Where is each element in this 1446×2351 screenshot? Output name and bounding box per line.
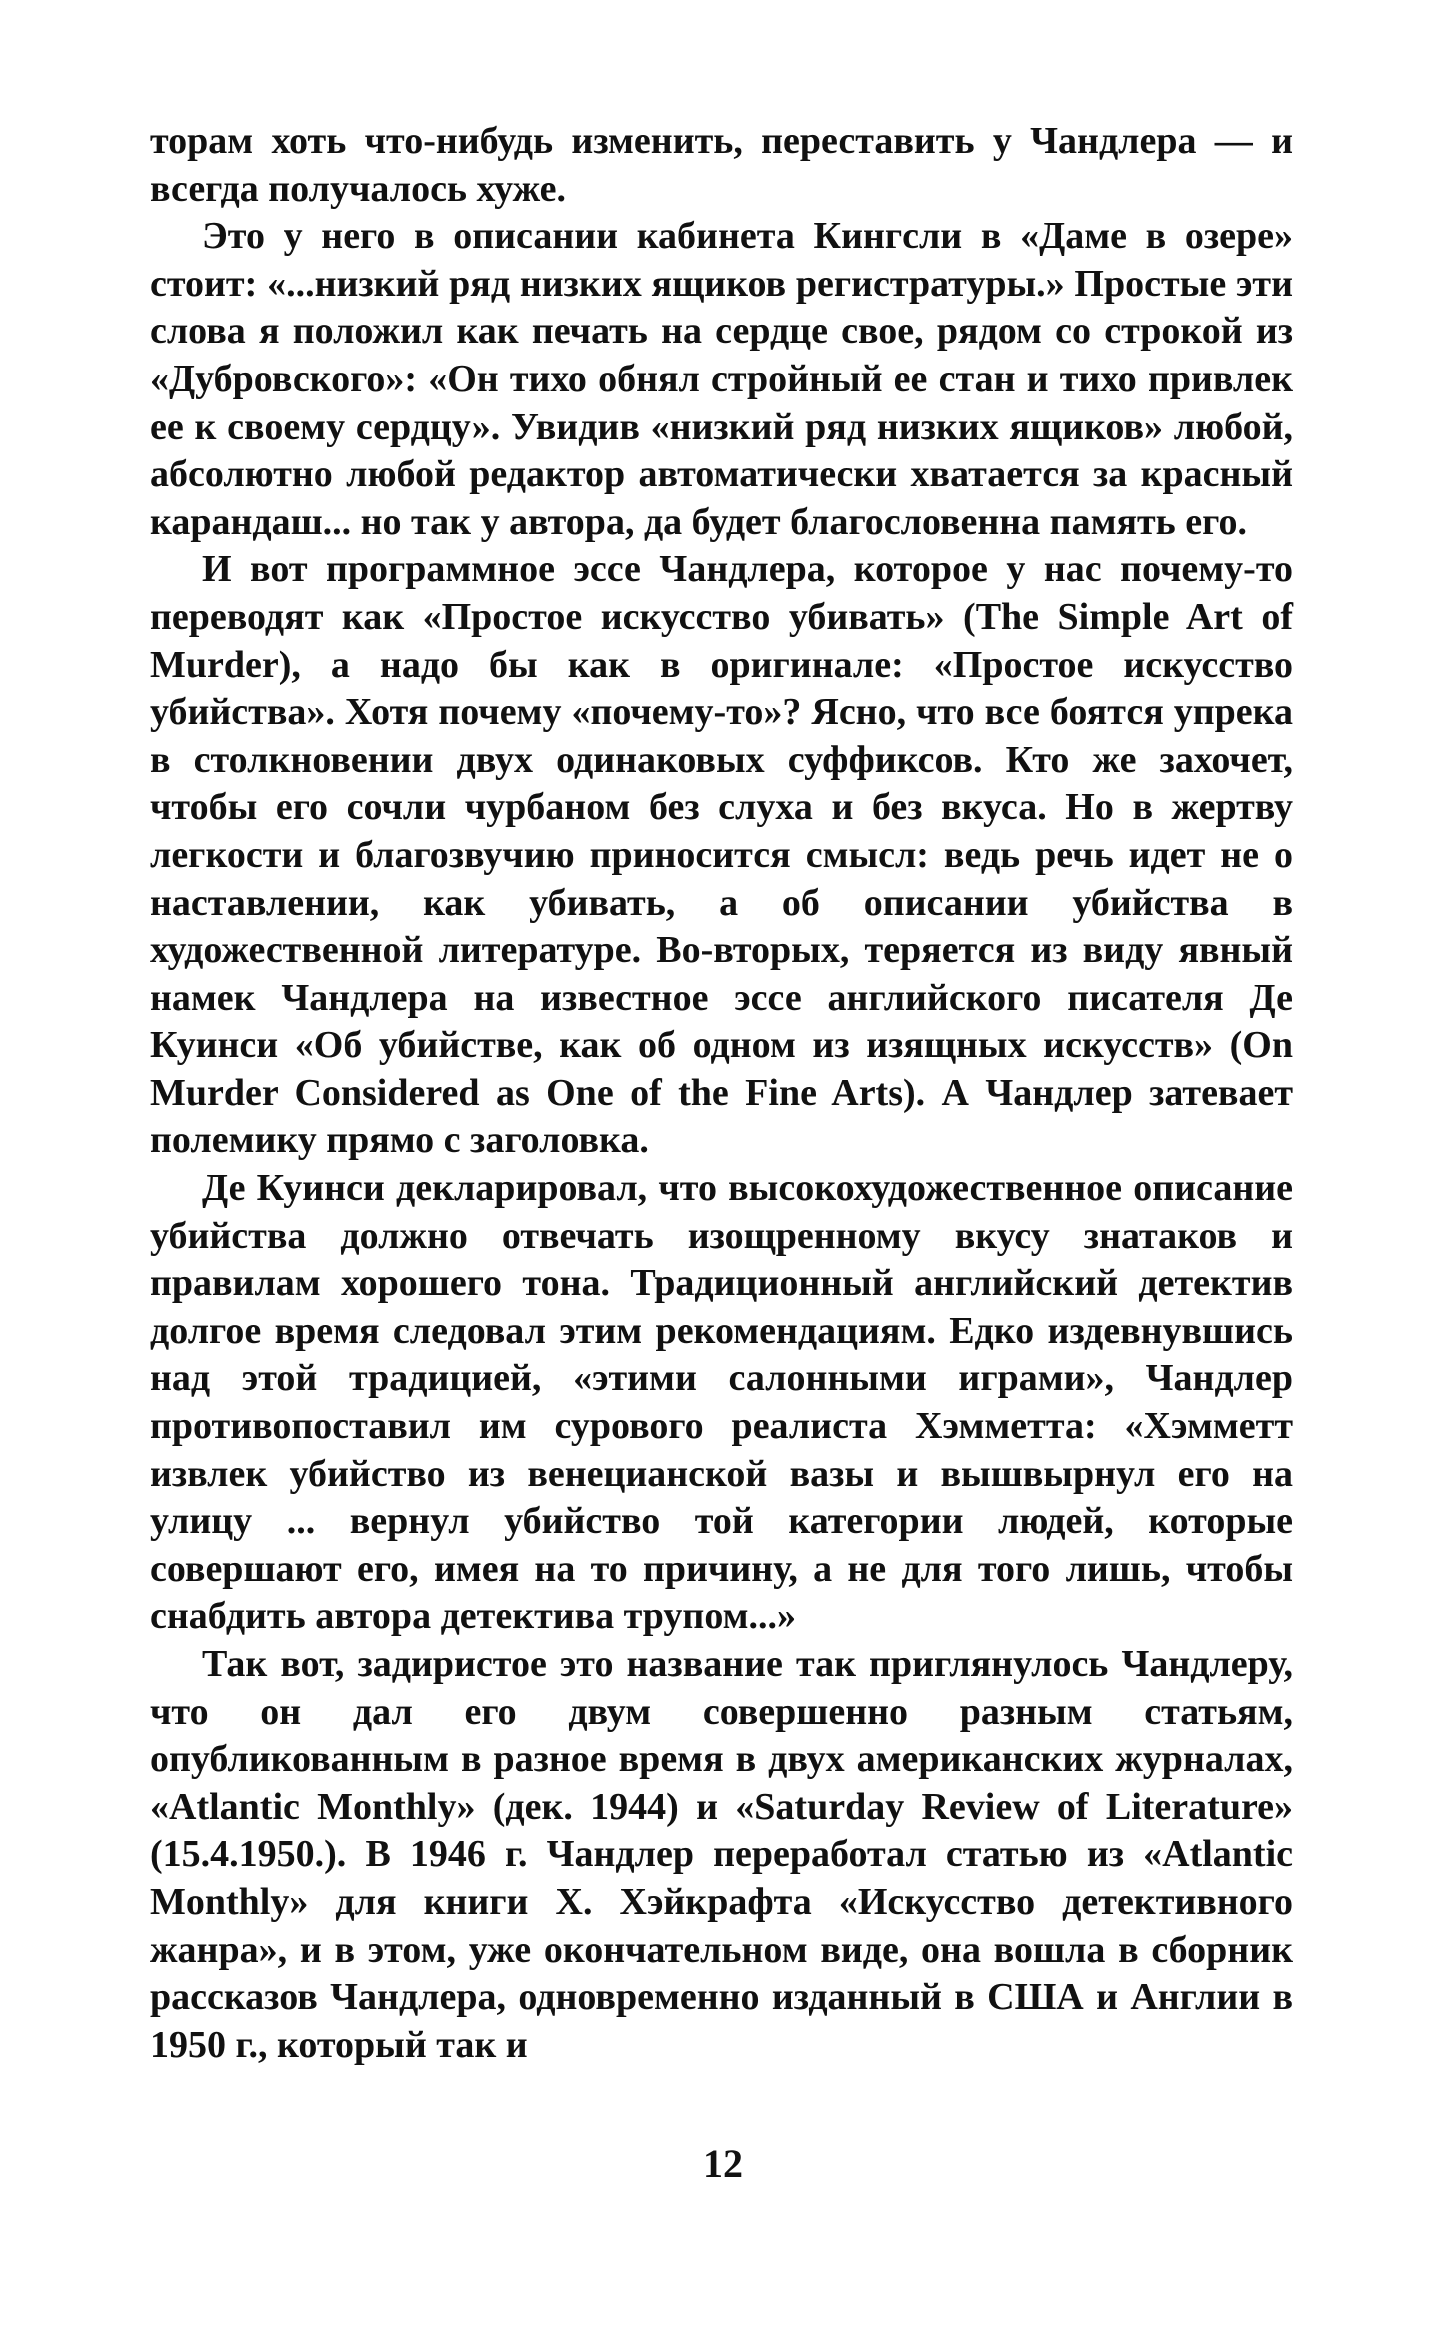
paragraph-4: Де Куинси декларировал, что высокохудожественное описание убийства должно отвечать изощренному вкусу знатаков и правилам хорошего тона. Традиционный английский детектив долгое время следовал этим рекомендациям. Едко издевнувшись над этой традицией, «этими салонными играми», Чандлер противопоставил им сурового реалиста Хэмметта: «Хэмметт извлек убийство из венецианской вазы и вышвырнул его на улицу ... вернул убийство той категории людей, которые совершают его, имея на то причину, а не для того лишь, чтобы снабдить автора детектива трупом...» <box>150 1167 1293 1638</box>
paragraph-1: торам хоть что-нибудь изменить, переставить у Чандлера — и всегда получалось хуже. <box>150 120 1293 210</box>
paragraph-3: И вот программное эссе Чандлера, которое у нас почему-то переводят как «Простое искусство убивать» (The Simple Art of Murder), а надо бы как в оригинале: «Простое искусство убийства». Хотя почему «почему-то»? Ясно, что все боятся упрека в столкновении двух одинаковых суффиксов. Кто же захочет, чтобы его сочли чурбаном без слуха и без вкуса. Но в жертву легкости и благозвучию приносится смысл: ведь речь идет не о наставлении, как убивать, а об описании убийства в художественной литературе. Во-вторых, теряется из виду явный намек Чандлера на известное эссе английского писателя Де Куинси «Об убийстве, как об одном из изящных искусств» (On Murder Considered as One of the Fine Arts). А Чандлер затевает полемику прямо с заголовка. <box>150 548 1293 1162</box>
paragraph-2: Это у него в описании кабинета Кингсли в «Даме в озере» стоит: «...низкий ряд низких ящиков регистратуры.» Простые эти слова я положил как печать на сердце свое, рядом со строкой из «Дубровского»: «Он тихо обнял стройный ее стан и тихо привлек ее к своему сердцу». Увидив «низкий ряд низких ящиков» любой, абсолютно любой редактор автоматически хватается за красный карандаш... но так у автора, да будет благословенна память его. <box>150 215 1293 543</box>
paragraph-5: Так вот, задиристое это название так приглянулось Чандлеру, что он дал его двум совершенно разным статьям, опубликованным в разное время в двух американских журналах, «Atlantic Monthly» (дек. 1944) и «Saturday Review of Literature» (15.4.1950.). В 1946 г. Чандлер переработал статью из «Atlantic Monthly» для книги Х. Хэйкрафта «Искусство детективного жанра», и в этом, уже окончательном виде, она вошла в сборник рассказов Чандлера, одновременно изданный в США и Англии в 1950 г., который так и <box>150 1643 1293 2066</box>
page-number: 12 <box>703 2141 743 2186</box>
page-text <box>150 118 1293 2069</box>
